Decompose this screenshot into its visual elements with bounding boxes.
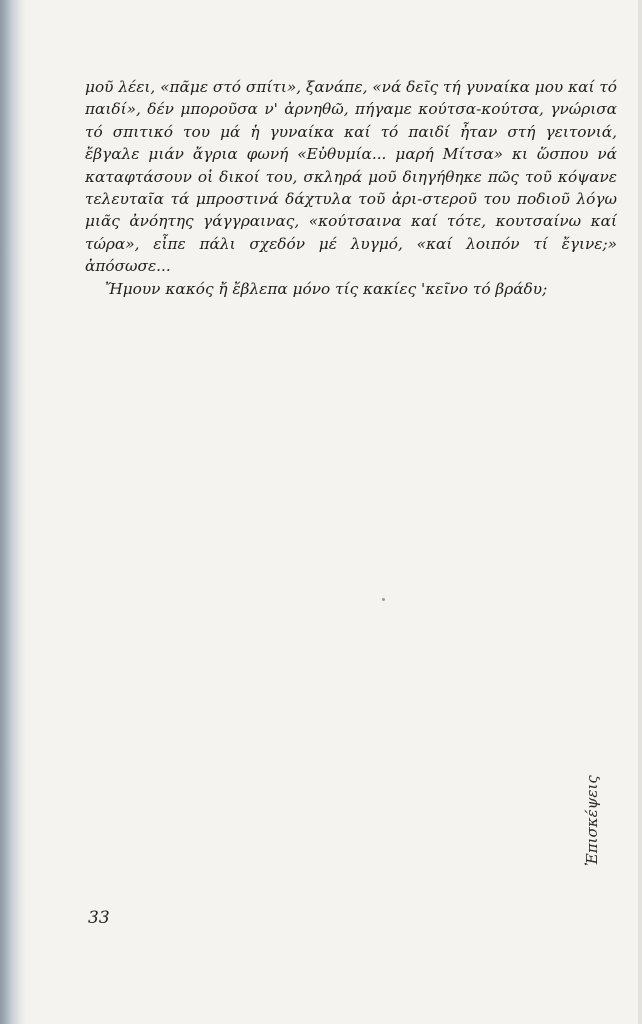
page-number: 33 <box>88 908 110 928</box>
paragraph-1: μοῦ λέει, «πᾶμε στό σπίτι», ξανάπε, «νά δεῖς τή γυναίκα μου καί τό παιδί», δέν μποροῦσα ν' ἀρνηθῶ, πήγαμε κούτσα-κούτσα, γνώρισα τό σπιτικό του μά ἡ γυναίκα καί τό παιδί ἦταν στή γειτονιά, ἔβγαλε μιάν ἄγρια φωνή «Εὐθυμία... μαρή Μίτσα» κι ὥσπου νά καταφτάσουν οἱ δικοί του, σκληρά μοῦ διηγήθηκε πῶς τοῦ κόψανε τελευταῖα τά μπροστινά δάχτυλα τοῦ ἀρι-στεροῦ του ποδιοῦ λόγω μιᾶς ἀνόητης γάγγραινας, «κούτσαινα καί τότε, κουτσαίνω καί τώρα», εἶπε πάλι σχεδόν μέ λυγμό, «καί λοιπόν τί ἔγινε;» ἀπόσωσε... <box>85 78 617 276</box>
running-head: Ἐπισκέψεις <box>583 775 601 866</box>
paragraph-2: Ἤμουν κακός ἤ ἔβλεπα μόνο τίς κακίες 'κεῖνο τό βράδυ; <box>105 279 548 298</box>
page-binding-edge <box>0 0 26 1024</box>
body-text <box>85 76 617 300</box>
page-right-edge <box>638 0 642 1024</box>
paper-speck <box>382 598 385 601</box>
